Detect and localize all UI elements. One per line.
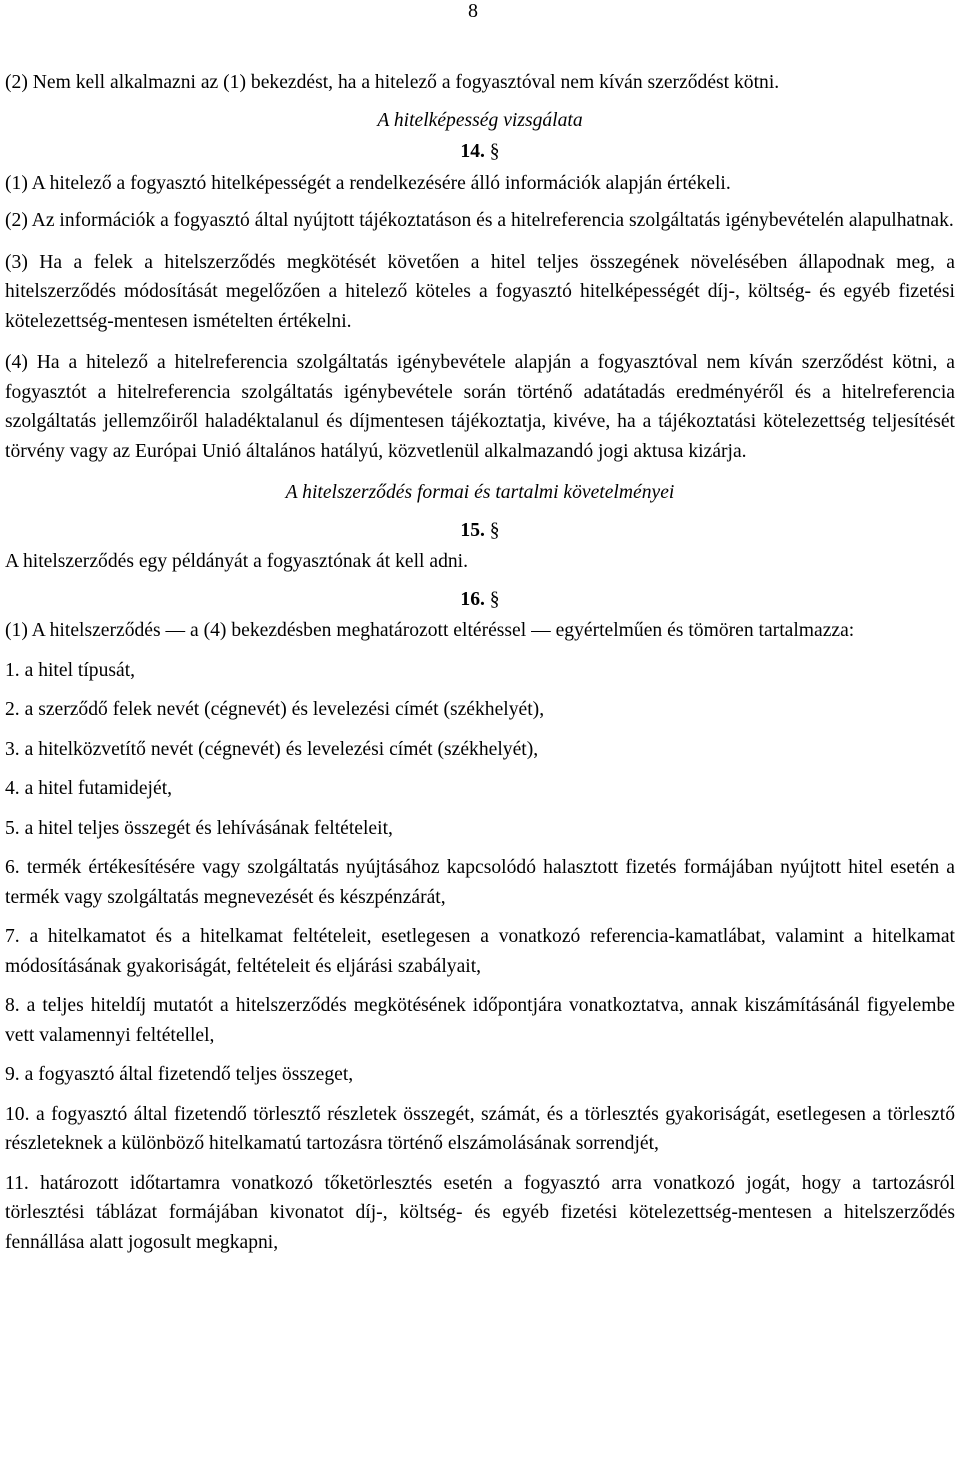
paragraph-13-2: (2) Nem kell alkalmazni az (1) bekezdést, ha a hitelező a fogyasztóval nem kíván szerződést kötni. bbox=[5, 72, 780, 93]
paragraph-15: A hitelszerződés egy példányát a fogyasztónak át kell adni. bbox=[5, 551, 469, 572]
list-item: 7. a hitelkamatot és a hitelkamat feltételeit, esetlegesen a vonatkozó referencia-kamatlábat, valamint a hitelkamat módosításának gyakoriságát, feltételeit és eljárási szabályait, bbox=[5, 926, 955, 977]
section-sign: § bbox=[489, 519, 500, 541]
section-16-heading bbox=[5, 585, 955, 615]
paragraph-16-1: (1) A hitelszerződés — a (4) bekezdésben meghatározott eltéréssel — egyértelműen és tömören tartalmazza: bbox=[5, 620, 855, 641]
section-14-heading bbox=[5, 137, 955, 167]
document-body bbox=[5, 68, 955, 1257]
section-15-heading bbox=[5, 516, 955, 546]
list-item: 10. a fogyasztó által fizetendő törlesztő részletek összegét, számát, és a törlesztés gyakoriságát, esetlegesen a törlesztő részleteknek a különböző hitelkamatú tartozásra történő elszámolásának sorrendjét, bbox=[5, 1103, 955, 1154]
paragraph-14-1: (1) A hitelező a fogyasztó hitelképességét a rendelkezésére álló információk alapján értékeli. bbox=[5, 172, 731, 194]
section-sign: § bbox=[489, 141, 500, 162]
page-number: 8 bbox=[468, 0, 478, 22]
list-item: 6. termék értékesítésére vagy szolgáltatás nyújtásához kapcsolódó halasztott fizetés formájában nyújtott hitel esetén a termék vagy szolgáltatás megnevezését és készpénzárát, bbox=[5, 857, 955, 908]
list-item: 3. a hitelközvetítő nevét (cégnevét) és levelezési címét (székhelyét), bbox=[5, 738, 539, 760]
section-14-number: 14. bbox=[460, 141, 485, 162]
list-item: 9. a fogyasztó által fizetendő teljes összeget, bbox=[5, 1064, 354, 1085]
heading-formai: A hitelszerződés formai és tartalmi követelményei bbox=[285, 482, 675, 503]
section-15-number: 15. bbox=[460, 519, 485, 541]
heading-hitelkepesseg: A hitelképesség vizsgálata bbox=[377, 109, 583, 131]
paragraph-14-2: (2) Az információk a fogyasztó által nyújtott tájékoztatáson és a hitelreferencia szolgáltatás igénybevételén alapulhatnak. bbox=[5, 210, 954, 231]
section-16-number: 16. bbox=[460, 588, 485, 610]
list-item: 4. a hitel futamidejét, bbox=[5, 778, 173, 799]
paragraph-14-3: (3) Ha a felek a hitelszerződés megkötését követően a hitel teljes összegének növelésében állapodnak meg, a hitelszerződés módosítását megelőzően a hitelező köteles a fogyasztó hitelképességét díj-, költség- és egyéb fizetési kötelezettség-mentesen ismételten értékelni. bbox=[5, 251, 955, 332]
section-sign: § bbox=[489, 588, 500, 610]
paragraph-14-4: (4) Ha a hitelező a hitelreferencia szolgáltatás igénybevétele alapján a fogyasztóval nem kíván szerződést kötni, a fogyasztót a hitelreferencia szolgáltatás igénybevétele során történő adatátadás eredményéről és a hitelreferencia szolgáltatás jellemzőiről haladéktalanul és díjmentesen tájékoztatja, kivéve, ha a tájékoztatási kötelezettség teljesítését törvény vagy az Európai Unió általános hatályú, közvetlenül alkalmazandó jogi aktusa kizárja. bbox=[5, 352, 955, 462]
list-item: 2. a szerződő felek nevét (cégnevét) és levelezési címét (székhelyét), bbox=[5, 699, 545, 720]
list-item: 8. a teljes hiteldíj mutatót a hitelszerződés megkötésének időpontjára vonatkoztatva, annak kiszámításánál figyelembe vett valamennyi feltétellel, bbox=[5, 995, 955, 1046]
list-item: 11. határozott időtartamra vonatkozó tőketörlesztés esetén a fogyasztó arra vonatkozó jogát, hogy a tartozásról törlesztési táblázat formájában kivonatot díj-, költség- és egyéb fizetési kötelezettség-mentesen a hitelszerződés fennállása alatt jogosult megkapni, bbox=[5, 1172, 955, 1253]
list-item: 1. a hitel típusát, bbox=[5, 659, 136, 681]
list-item: 5. a hitel teljes összegét és lehívásának feltételeit, bbox=[5, 817, 393, 839]
